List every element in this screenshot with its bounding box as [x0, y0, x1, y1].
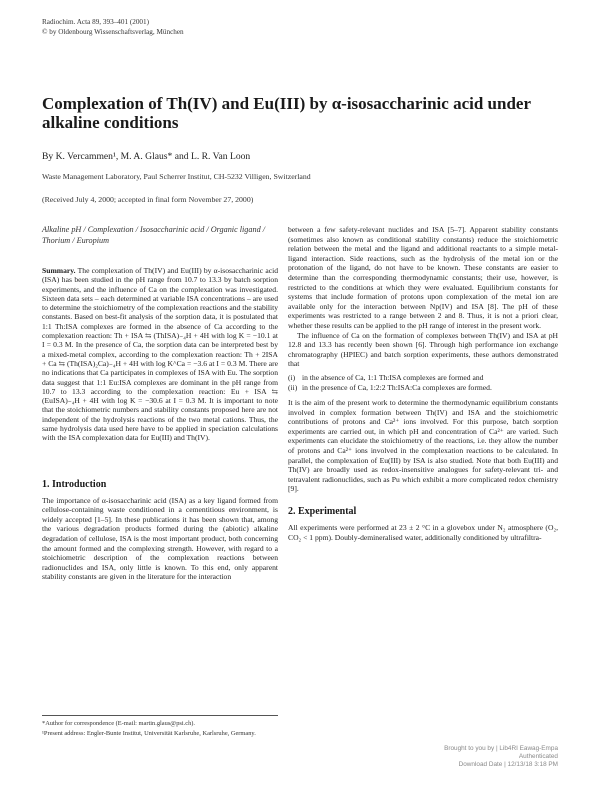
- list-item-text: in the presence of Ca, 1:2:2 Th:ISA:Ca complexes are formed.: [302, 382, 492, 392]
- journal-citation: Radiochim. Acta 89, 393–401 (2001): [42, 18, 149, 26]
- experimental-heading: 2. Experimental: [288, 506, 357, 518]
- footnote-present-address: ¹Present address: Engler-Bunte Institut, Universität Karlsruhe, Karlsruhe, Germany.: [42, 730, 256, 738]
- article-title: Complexation of Th(IV) and Eu(III) by α-isosaccharinic acid under alkaline conditions: [42, 94, 531, 132]
- intro-paragraph-aim: It is the aim of the present work to determine the thermodynamic equilibrium constants involved in complex formation between Th(IV) and ISA and the stoichiometric contributions of protons and Ca²⁺ ions involved. For this purpose, batch sorption experiments are carried out, in which pH and concentration of Ca²⁺ are varied. Such experiments can elucidate the stoichiometry of the reactions, i.e. they allow the number of protons and Ca²⁺ ions involved in the complexation reactions to be calculated. In parallel, the complexation of Eu(III) by ISA is also studied. Note that both Eu(III) and Th(IV) are broadly used as redox-insensitive analogues for safety-relevant tri- and tetravalent radionuclides, such as Pu which exhibit a more complicated redox chemistry [9].: [288, 398, 558, 494]
- experimental-section: [288, 506, 558, 542]
- abstract-label: Summary.: [42, 266, 76, 275]
- list-item-number: (ii): [288, 382, 298, 392]
- author-line: By K. Vercammen¹, M. A. Glaus* and L. R. Van Loon: [42, 151, 251, 162]
- abstract: [42, 266, 278, 443]
- right-column: [288, 225, 558, 542]
- download-watermark: [444, 745, 558, 770]
- download-auth: Authenticated: [518, 753, 558, 761]
- download-date: Download Date | 12/13/18 3:18 PM: [458, 761, 558, 769]
- affiliation: Waste Management Laboratory, Paul Scherrer Institut, CH-5232 Villigen, Switzerland: [42, 172, 311, 181]
- introduction-section: [42, 479, 278, 582]
- footnote-correspondence: *Author for correspondence (E-mail: martin.glaus@psi.ch).: [42, 720, 196, 727]
- experimental-paragraph: All experiments were performed at 23 ± 2 °C in a glovebox under N₂ atmosphere (O₂, CO₂ < 1 ppm). Doubly-demineralised water, additionally conditioned by ultrafiltra-: [288, 523, 558, 542]
- footnotes: [42, 715, 278, 738]
- intro-paragraph-ca: The influence of Ca on the formation of complexes between Th(IV) and ISA at pH 12.8 and 13.3 has recently been shown [6]. Through high performance ion exchange chromatography (HPIEC) and batch sorption experiments, these authors demonstrated that: [288, 330, 558, 369]
- abstract-text: The complexation of Th(IV) and Eu(III) by α-isosaccharinic acid (ISA) has been studied in the pH range from 10.7 to 13.3 by batch sorption experiments, and the influence of Ca on the complexation was investigated. Sixteen data sets – each determined at variable ISA concentrations – are used to determine the stoichiometry of the complexation reactions and the stability constants. Based on best-fit analysis of the sorption data, it is postulated that 1:1 Th:ISA complexes are formed in the absence of Ca according to the complexation reaction: Th + ISA ⇆ (ThISA)₋₄H + 4H with log K = −10.1 at I = 0.3 M. In the presence of Ca, the sorption data can be interpreted best by a mixed-metal complex, according to the complexation reaction: Th + 2ISA + Ca ⇆ (Th(ISA)₂Ca)₋₄H + 4H with log K^Ca = −3.6 at I = 0.3 M. There are no indications that Ca participates in complexes of ISA with Eu. The sorption data suggest that 1:1 Eu:ISA complexes are dominant in the pH range from 10.7 to 13.3 according to the complexation reaction: Eu + ISA ⇆ (EuISA)₋₄H + 4H with log K = −30.6 at I = 0.3 M. It is important to note that the stoichiometric numbers and stability constants proposed here are not independent of the hydrolysis reactions of the two metal cations. Thus, the same hydrolysis data used here have to be applied in speciation calculations with the ISA complexation data for Eu(III) and Th(IV).: [42, 266, 279, 443]
- journal-header: [42, 18, 184, 37]
- introduction-heading: 1. Introduction: [42, 478, 107, 490]
- left-column: [42, 225, 278, 582]
- list-item: [288, 383, 558, 393]
- keywords: Alkaline pH / Complexation / Isosaccharinic acid / Organic ligand / Thorium / Europium: [42, 225, 266, 245]
- introduction-paragraph: The importance of α-isosaccharinic acid (ISA) as a key ligand formed from cellulose-containing waste conditioned in a cementitious environment, is widely accepted [1–5]. In these publications it has been shown that, among the various degradation products formed during the (abiotic) alkaline degradation of cellulose, ISA is the most important product, both concerning the amount formed and the complexing strength. However, with regard to a stoichiometric description of the complexation reactions between radionuclides and ISA, only little is known. To this end, only apparent stability constants are given in the literature for the interaction: [42, 495, 278, 582]
- findings-list: [288, 373, 558, 392]
- list-item-text: in the absence of Ca, 1:1 Th:ISA complexes are formed and: [302, 372, 484, 382]
- list-item-number: (i): [288, 372, 296, 382]
- received-dates: (Received July 4, 2000; accepted in final form November 27, 2000): [42, 195, 254, 204]
- download-source: Brought to you by | Lib4RI Eawag-Empa: [444, 745, 558, 752]
- journal-copyright: © by Oldenbourg Wissenschaftsverlag, München: [42, 27, 184, 36]
- list-item: [288, 373, 558, 383]
- intro-paragraph-continued: between a few safety-relevant nuclides and ISA [5–7]. Apparent stability constants (sometimes also known as conditional stability constants) reduce the stoichiometric relation between the metal and the ligand and additional reactants to a simple metal-ligand interaction. Side reactions, such as the hydrolysis of the metal ion or the protonation of the ligand, do not have to be known. These constants are easier to determine than the corresponding thermodynamic constants; their use, however, is restricted to the conditions at which they were evaluated. Equilibrium constants for systems that include formation of protons upon complexation of the metal ion are available only for the interaction between Np(IV) and ISA [8]. The pH of these experiments was restricted to a range between 2 and 8. Thus, it is not a priori clear, whether these results can be applied to the pH range of interest in the present work.: [288, 225, 558, 330]
